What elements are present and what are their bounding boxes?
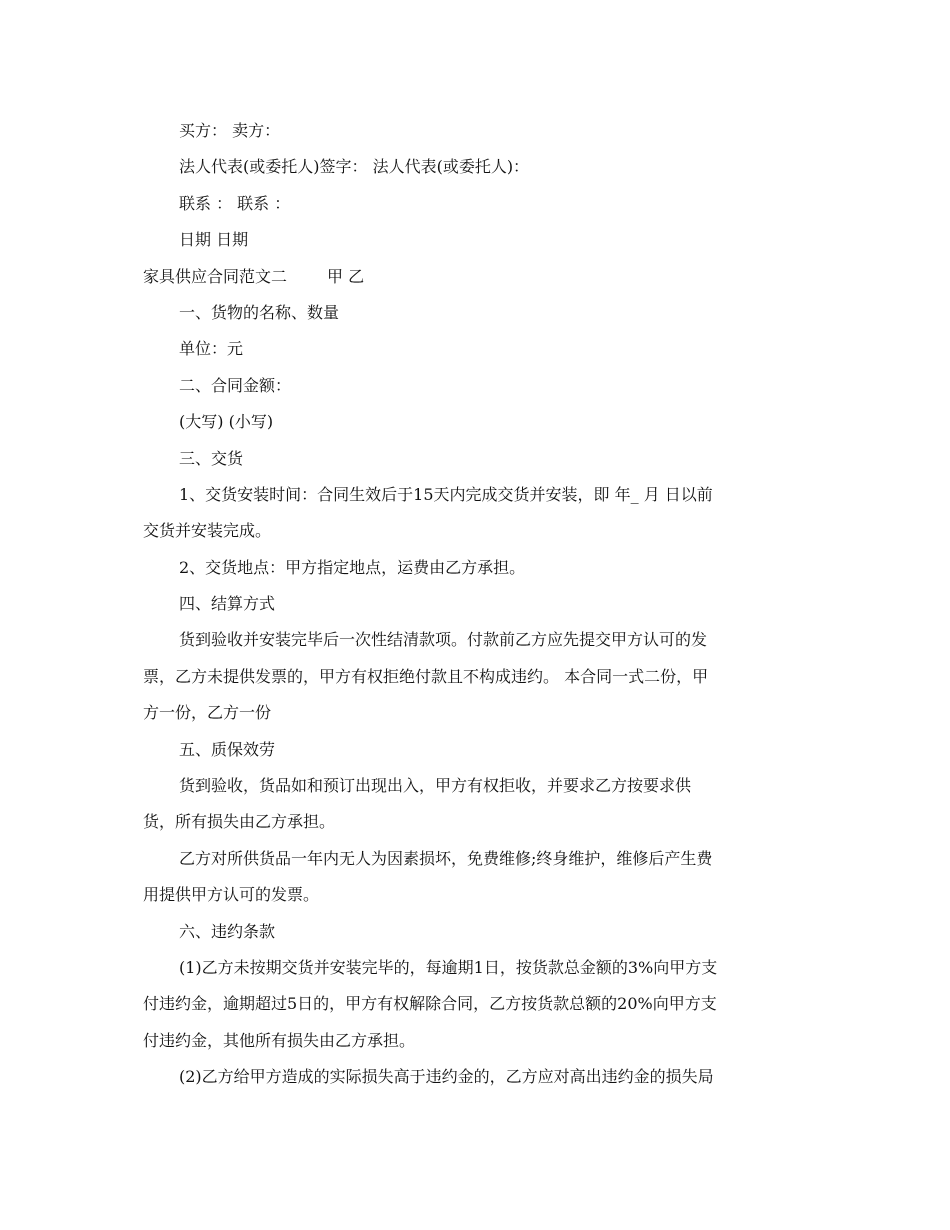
settlement-line-1: 货到验收并安装完毕后一次性结清款项。付款前乙方应先提交甲方认可的发 xyxy=(179,630,708,650)
delivery-time-line-2: 交货并安装完成。 xyxy=(143,521,272,541)
breach-line-4: (2)乙方给甲方造成的实际损失高于违约金的，乙方应对高出违约金的损失局 xyxy=(179,1067,714,1087)
signature-representatives: 法人代表(或委托人)签字： 法人代表(或委托人)： xyxy=(179,157,530,177)
breach-line-1: (1)乙方未按期交货并安装完毕的，每逾期1日，按货款总金额的3%向甲方支 xyxy=(179,957,718,977)
warranty-line-2: 货，所有损失由乙方承担。 xyxy=(143,812,336,832)
breach-line-3: 付违约金，其他所有损失由乙方承担。 xyxy=(143,1030,416,1050)
settlement-line-3: 方一份，乙方一份 xyxy=(143,703,272,723)
warranty-line-3: 乙方对所供货品一年内无人为因素损坏，免费维修;终身维护，维修后产生费 xyxy=(179,848,713,868)
delivery-place-line: 2、交货地点：甲方指定地点，运费由乙方承担。 xyxy=(179,557,526,577)
section-warranty-heading: 五、质保效劳 xyxy=(179,739,276,759)
signature-dates: 日期 日期 xyxy=(179,230,249,250)
amount-line: (大写) (小写) xyxy=(179,412,274,432)
unit-line: 单位：元 xyxy=(179,339,244,359)
section-breach-heading: 六、违约条款 xyxy=(179,921,276,941)
section-delivery-heading: 三、交货 xyxy=(179,448,244,468)
section-goods-heading: 一、货物的名称、数量 xyxy=(179,302,340,322)
breach-line-2: 付违约金，逾期超过5日的，甲方有权解除合同，乙方按货款总额的20%向甲方支 xyxy=(143,994,717,1014)
section-amount-heading: 二、合同金额： xyxy=(179,375,292,395)
delivery-time-line-1: 1、交货安装时间：合同生效后于15天内完成交货并安装，即 年_ 月 日以前 xyxy=(179,484,713,504)
document-body xyxy=(143,113,808,1096)
signature-contacts: 联系 ： 联系 ： xyxy=(179,193,291,213)
contract-title: 家具供应合同范文二 xyxy=(143,266,288,286)
settlement-line-2: 票，乙方未提供发票的，甲方有权拒绝付款且不构成违约。 本合同一式二份，甲 xyxy=(143,666,709,686)
warranty-line-1: 货到验收，货品如和预订出现出入，甲方有权拒收，并要求乙方按要求供 xyxy=(179,776,692,796)
contract-heading-parties: 甲 乙 xyxy=(327,266,365,286)
section-settlement-heading: 四、结算方式 xyxy=(179,594,276,614)
signature-parties: 买方： 卖方： xyxy=(179,121,281,140)
contract-heading xyxy=(143,259,808,295)
warranty-line-4: 用提供甲方认可的发票。 xyxy=(143,885,320,905)
